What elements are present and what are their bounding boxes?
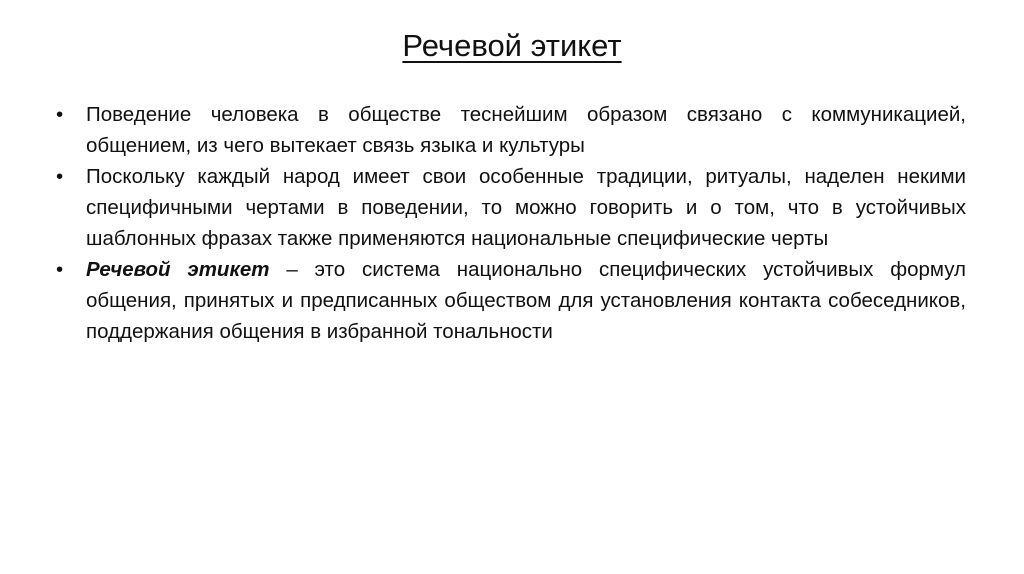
bullet-text: Поведение человека в обществе теснейшим образом связано с коммуникацией, общением, из чего вытекает связь языка и культуры (86, 103, 966, 157)
bullet-text: Поскольку каждый народ имеет свои особенные традиции, ритуалы, наделен некими специфичными чертами в поведении, то можно говорить и о том, что в устойчивых шаблонных фразах также применяются национальные специфические черты (86, 165, 966, 250)
slide-title: Речевой этикет (402, 28, 622, 63)
bullet-text: – это система национально специфических устойчивых формул общения, принятых и предписанных обществом для установления контакта собеседников, поддержания общения в избранной тональности (86, 258, 966, 343)
bullet-list (56, 99, 966, 347)
bullet-item (56, 99, 966, 161)
bullet-item (56, 161, 966, 254)
bullet-dot-icon: • (56, 258, 64, 281)
bullet-item (56, 254, 966, 347)
bullet-dot-icon: • (56, 103, 64, 126)
bullet-dot-icon: • (56, 165, 64, 188)
definition-term: Речевой этикет (86, 258, 270, 281)
